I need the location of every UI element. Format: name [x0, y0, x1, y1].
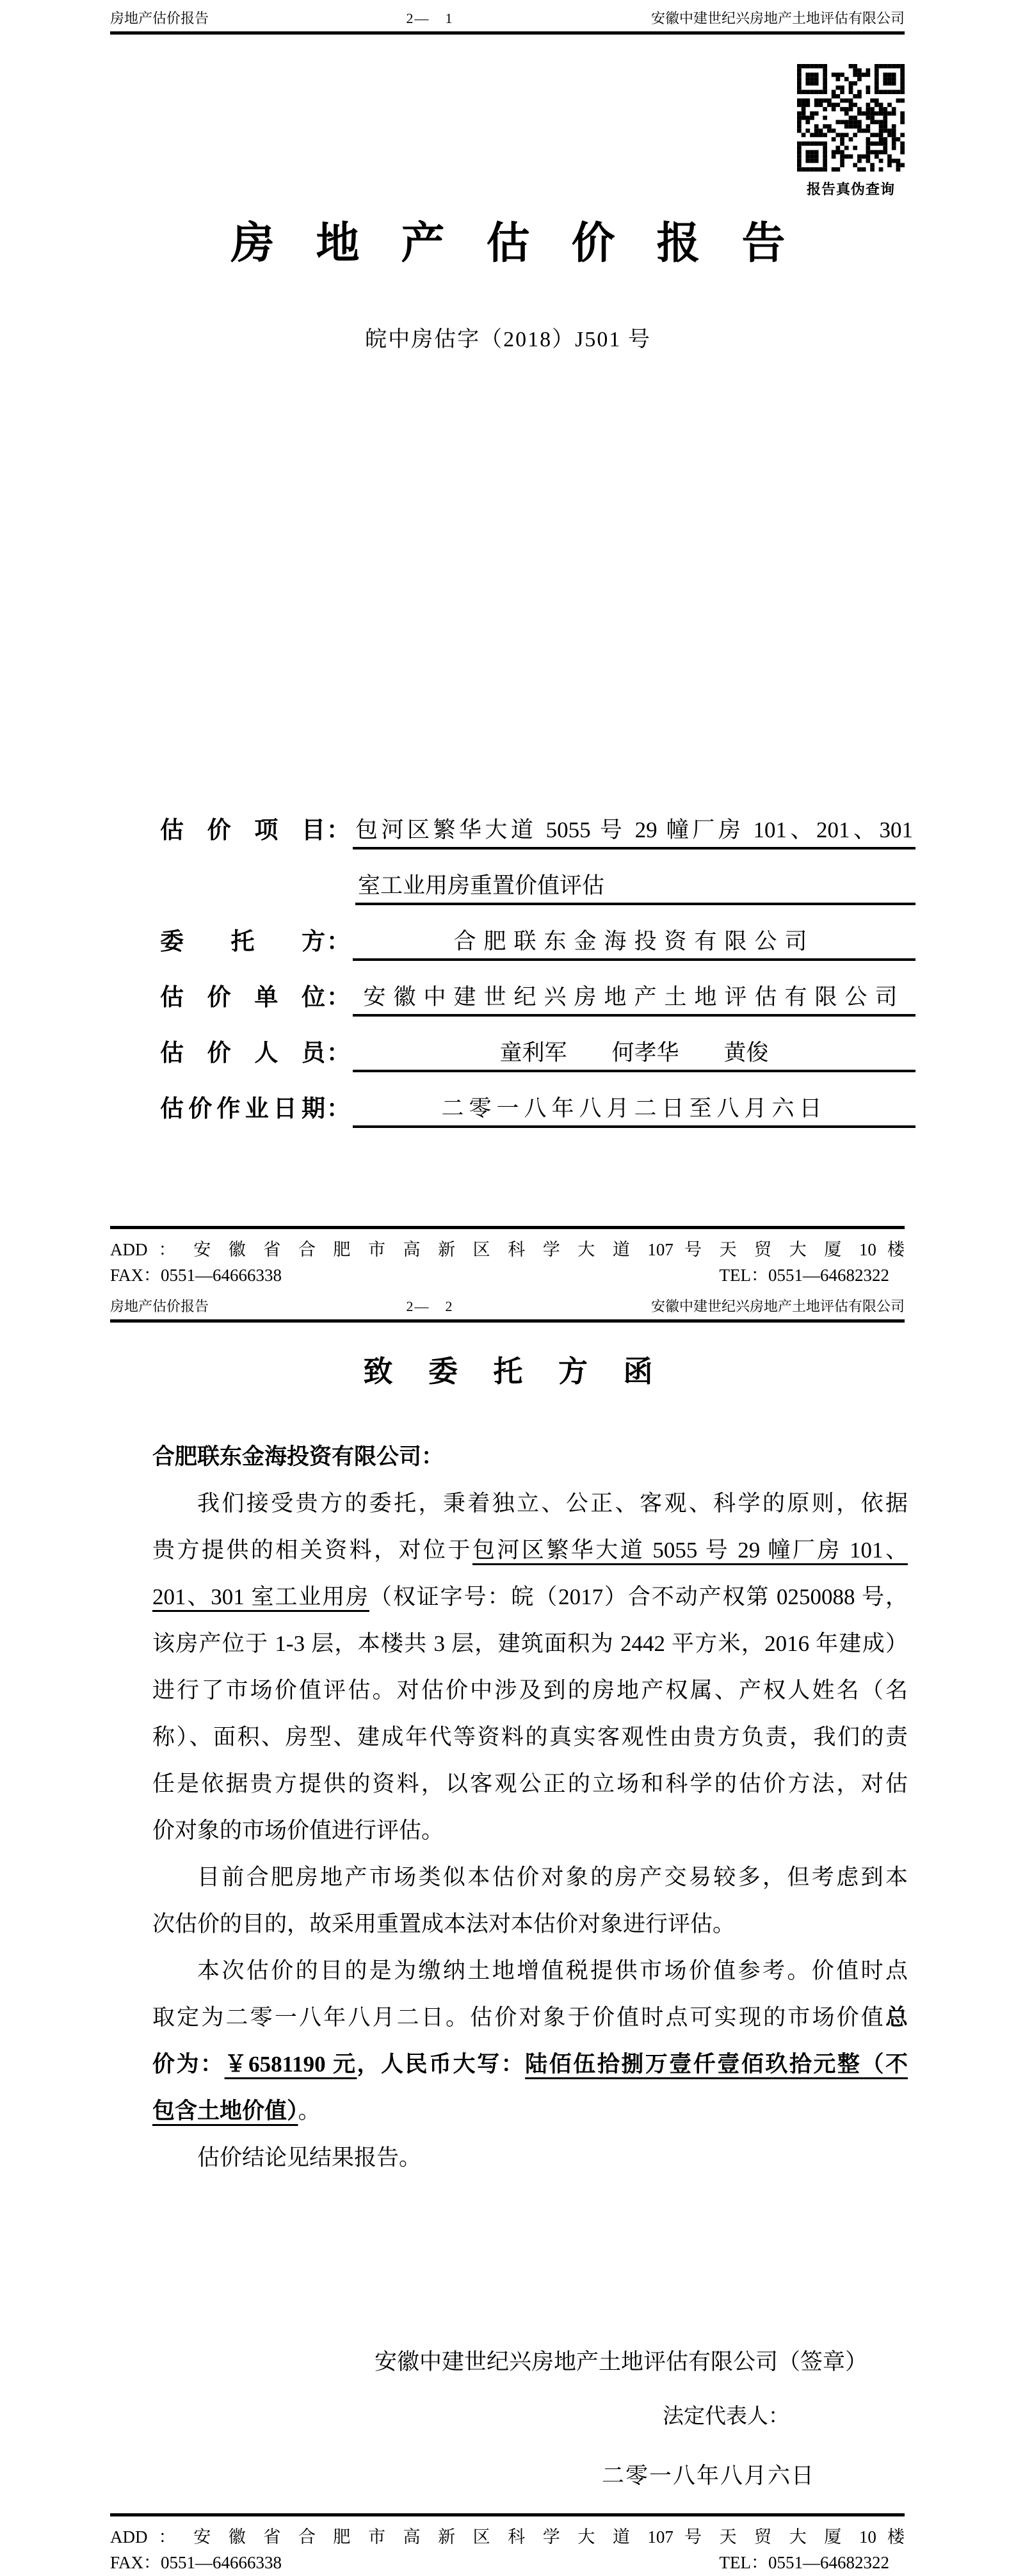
letter-line: [152, 1947, 908, 1994]
project-value-line1: 包河区繁华大道 5055 号 29 幢厂房 101、201、301: [353, 812, 915, 849]
text-segment: ，人民币大写：: [357, 2052, 526, 2077]
text-segment: （权证字号：皖（2017）合不动产权第 0250088 号，: [369, 1584, 908, 1609]
text-segment: 次估价的目的，故采用重置成本法对本估价对象进行评估。: [152, 1912, 736, 1936]
letter-title: 致 委 托 方 函: [363, 1355, 667, 1388]
footer-tel: TEL：0551—64682322: [719, 2553, 889, 2572]
work-date-value: 二零一八年八月二日至八月六日: [353, 1091, 915, 1128]
text-segment: 。: [298, 2098, 321, 2123]
appraisers-label: 估 价 人 员: [160, 1040, 325, 1067]
text-segment: 总: [885, 2005, 908, 2030]
text-segment: 进行了市场价值评估。对估价中涉及到的房地产权属、产权人姓名（名: [152, 1678, 908, 1703]
agency-colon: ：: [327, 985, 350, 1011]
cover-form: [160, 794, 915, 1128]
footer-contact-row: [110, 1262, 905, 1288]
letter-line: [152, 1807, 908, 1854]
letter-line: [152, 1854, 908, 1901]
form-row-agency: [160, 961, 915, 1017]
letter-line: [152, 1760, 908, 1807]
appraisers-colon: ：: [327, 1040, 350, 1067]
letter-line: [152, 1480, 908, 1527]
letter-line: [152, 1994, 908, 2041]
underlined-text: 包含土地价值）: [152, 2098, 298, 2123]
form-row-work-date: [160, 1072, 915, 1128]
text-segment: 目前合肥房地产市场类似本估价对象的房产交易较多，但考虑到本: [197, 1865, 908, 1890]
letter-line: [152, 2134, 908, 2181]
underlined-text: 包河区繁华大道 5055 号 29 幢厂房 101、: [472, 1538, 908, 1563]
page2-header: [110, 1296, 905, 1323]
agency-value: 安徽中建世纪兴房地产土地评估有限公司: [353, 979, 915, 1017]
footer-contact-row: [110, 2550, 905, 2575]
signature-date: 二零一八年八月六日: [602, 2463, 816, 2488]
text-segment: 价对象的市场价值进行评估。: [152, 1818, 444, 1843]
letter-line: [152, 1527, 908, 1574]
work-date-colon: ：: [327, 1096, 350, 1122]
signature-legal-rep: 法定代表人：: [663, 2405, 789, 2428]
footer-fax: FAX：0551—64666338: [110, 1266, 282, 1285]
text-segment: 我们接受贵方的委托，秉着独立、公正、客观、科学的原则，依据: [197, 1491, 908, 1516]
footer-tel: TEL：0551—64682322: [719, 1266, 889, 1285]
text-segment: 取定为二零一八年八月二日。估价对象于价值时点可实现的市场价值: [152, 2005, 885, 2030]
text-segment: 称）、面积、房型、建成年代等资料的真实客观性由贵方负责，我们的责: [152, 1725, 908, 1750]
letter-line: [152, 1620, 908, 1667]
client-label: 委 托 方: [160, 929, 325, 955]
form-row-appraisers: [160, 1017, 915, 1072]
letter-line: [152, 1714, 908, 1760]
work-date-label: 估价作业日期: [160, 1096, 325, 1122]
footer-address: ADD ： 安 徽 省 合 肥 市 高 新 区 科 学 大 道 107 号 天 贸 大 厦 10 楼: [110, 1240, 905, 1259]
appraisers-value: 童利军 何孝华 黄俊: [353, 1035, 915, 1072]
text-segment: 该房产位于 1-3 层，本楼共 3 层，建筑面积为 2442 平方米，2016 年建成）: [152, 1631, 908, 1656]
letter-body: [152, 1480, 908, 2181]
footer-fax: FAX：0551—64666338: [110, 2553, 282, 2572]
client-colon: ：: [327, 929, 350, 955]
qr-label: 报告真伪查询: [806, 181, 895, 197]
text-segment: 价为：: [152, 2052, 225, 2077]
report-title: 房 地 产 估 价 报 告: [230, 219, 801, 268]
underlined-text: 陆佰伍拾捌万壹仟壹佰玖拾元整（不: [525, 2052, 908, 2077]
project-label: 估 价 项 目: [160, 817, 325, 844]
underlined-text: 201、301 室工业用房: [152, 1584, 369, 1609]
signature-company: 安徽中建世纪兴房地产土地评估有限公司（签章）: [375, 2349, 868, 2374]
form-row-project: [160, 794, 915, 849]
page2-footer: [110, 2513, 905, 2575]
text-segment: 本次估价的目的是为缴纳土地增值税提供市场价值参考。价值时点: [197, 1958, 908, 1983]
header-doc-title: 房地产估价报告: [110, 1298, 209, 1314]
agency-label: 估 价 单 位: [160, 985, 325, 1011]
text-segment: 贵方提供的相关资料，对位于: [152, 1538, 472, 1563]
footer-address: ADD ： 安 徽 省 合 肥 市 高 新 区 科 学 大 道 107 号 天 贸 大 厦 10 楼: [110, 2527, 905, 2547]
header-doc-title: 房地产估价报告: [110, 10, 209, 26]
header-company-name: 安徽中建世纪兴房地产土地评估有限公司: [650, 10, 905, 26]
letter-line: [152, 2088, 908, 2134]
qr-verification-block: [797, 64, 905, 198]
text-segment: 任是依据贵方提供的资料，以客观公正的立场和科学的估价方法，对估: [152, 1771, 908, 1796]
letter-salutation: 合肥联东金海投资有限公司：: [152, 1444, 444, 1469]
qr-code: [797, 64, 905, 172]
form-row-project-cont: [160, 849, 915, 905]
letter-line: [152, 2041, 908, 2088]
header-company-name: 安徽中建世纪兴房地产土地评估有限公司: [650, 1298, 905, 1314]
header-page-number: 2— 2: [406, 1298, 454, 1314]
page1-footer: [110, 1226, 905, 1288]
form-row-client: [160, 905, 915, 961]
underlined-text: ￥6581190 元: [224, 2052, 357, 2077]
report-number: 皖中房估字（2018）J501 号: [365, 328, 651, 351]
client-value: 合肥联东金海投资有限公司: [353, 924, 915, 961]
letter-line: [152, 1667, 908, 1714]
project-colon: ：: [327, 817, 350, 844]
header-page-number: 2— 1: [406, 10, 454, 26]
letter-line: [152, 1574, 908, 1620]
page1-header: [110, 8, 905, 35]
project-value-line2: 室工业用房重置价值评估: [355, 868, 915, 905]
text-segment: 估价结论见结果报告。: [197, 2145, 422, 2170]
letter-line: [152, 1901, 908, 1947]
